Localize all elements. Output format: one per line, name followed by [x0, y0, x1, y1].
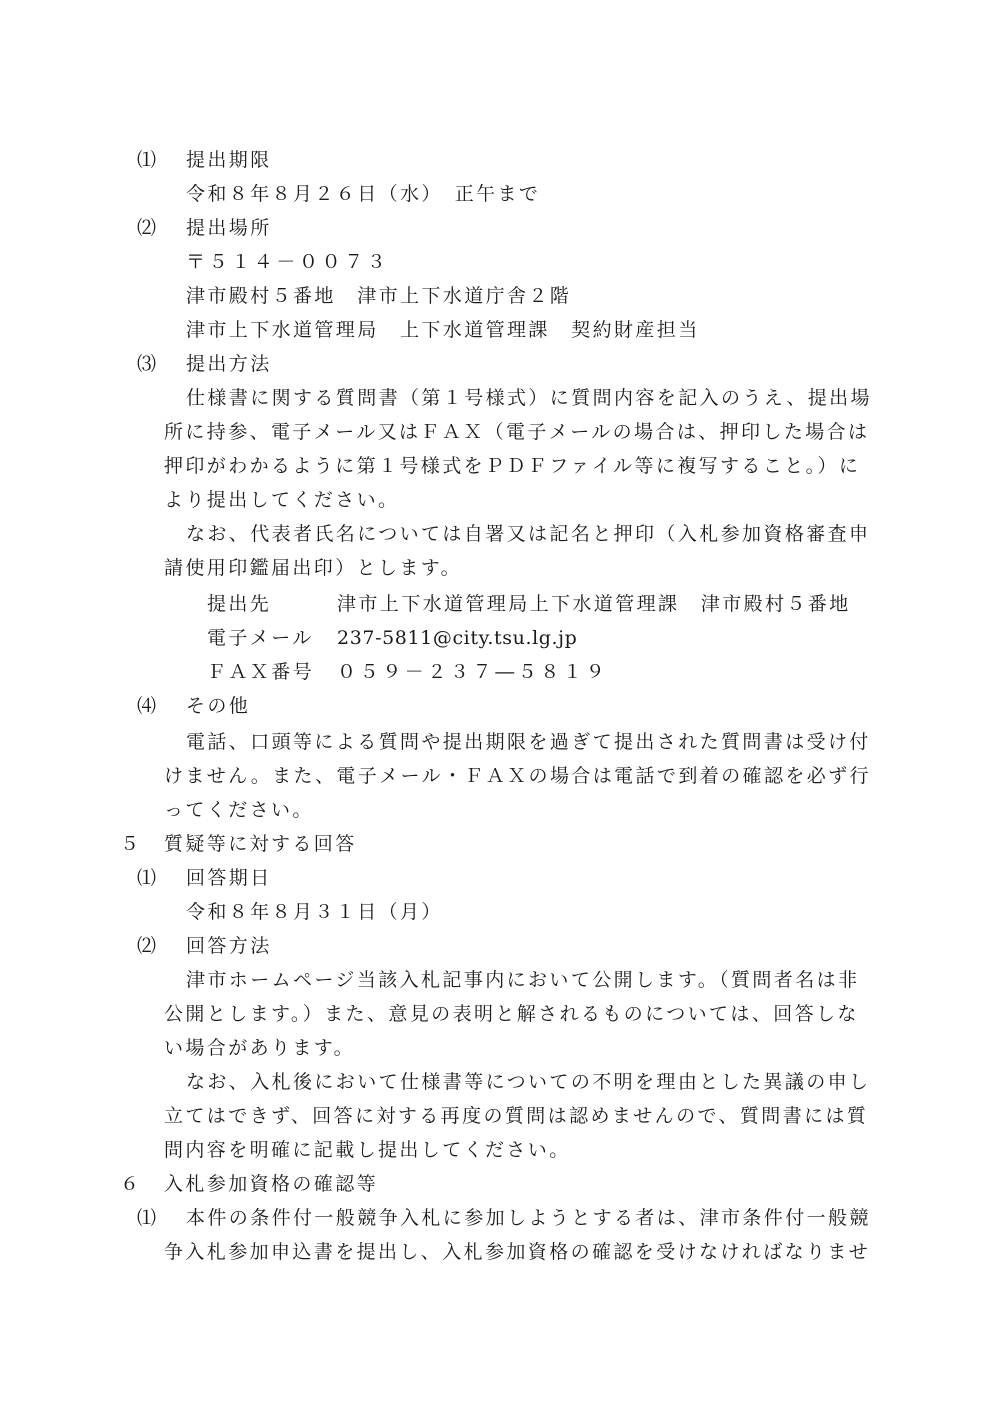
section-title: 入札参加資格の確認等 — [164, 1173, 379, 1195]
paragraph-line: 争入札参加申込書を提出し、入札参加資格の確認を受けなければなりませ — [164, 1241, 871, 1263]
item-heading-answer-method: 回答方法 — [186, 935, 272, 957]
section-number: ５ — [120, 833, 140, 855]
paragraph-line: 本件の条件付一般競争入札に参加しようとする者は、津市条件付一般競 — [186, 1207, 871, 1229]
paragraph-line: けません。また、電子メール・ＦＡＸの場合は電話で到着の確認を必ず行 — [164, 765, 871, 787]
item-number: ⑷ — [137, 695, 157, 717]
paragraph-line: 公開とします。）また、意見の表明と解されるものについては、回答しな — [164, 1003, 859, 1025]
contact-label-destination: 提出先 — [207, 593, 272, 615]
item-heading-method: 提出方法 — [186, 353, 272, 375]
paragraph-line: い場合があります。 — [164, 1037, 356, 1059]
paragraph-line: 請使用印鑑届出印）とします。 — [164, 557, 463, 579]
paragraph-line: 所に持参、電子メール又はＦＡＸ（電子メールの場合は、押印した場合は — [164, 421, 870, 443]
office-line: 津市上下水道管理局 上下水道管理課 契約財産担当 — [186, 319, 700, 341]
paragraph-line: 津市ホームページ当該入札記事内において公開します。（質問者名は非 — [186, 969, 860, 991]
item-heading-other: その他 — [186, 695, 251, 717]
section-title: 質疑等に対する回答 — [164, 833, 357, 855]
deadline-text: 令和８年８月２６日（水） 正午まで — [186, 183, 541, 205]
paragraph-line: 問内容を明確に記載し提出してください。 — [164, 1139, 571, 1161]
answer-date-text: 令和８年８月３１日（月） — [186, 901, 443, 923]
item-number: ⑶ — [137, 353, 157, 375]
paragraph-line: 電話、口頭等による質問や提出期限を過ぎて提出された質問書は受け付 — [186, 731, 871, 753]
contact-value-destination: 津市上下水道管理局上下水道管理課 津市殿村５番地 — [337, 593, 851, 615]
paragraph-line: 仕様書に関する質問書（第１号様式）に質問内容を記入のうえ、提出場 — [186, 387, 872, 409]
postal-code: 〒５１４－００７３ — [186, 251, 390, 273]
section-number: ６ — [120, 1173, 140, 1195]
paragraph-line: なお、入札後において仕様書等についての不明を理由とした異議の申し — [186, 1071, 871, 1093]
contact-label-fax: ＦＡＸ番号 — [207, 661, 315, 683]
item-number: ⑴ — [137, 1207, 157, 1229]
item-heading-place: 提出場所 — [186, 217, 272, 239]
paragraph-line: 立てはできず、回答に対する再度の質問は認めませんので、質問書には質 — [164, 1105, 869, 1127]
paragraph-line: ってください。 — [164, 799, 314, 821]
paragraph-line: より提出してください。 — [164, 489, 400, 511]
address-line: 津市殿村５番地 津市上下水道庁舎２階 — [186, 285, 572, 307]
item-number: ⑴ — [137, 867, 157, 889]
contact-value-fax: ０５９－２３７―５８１９ — [337, 661, 609, 683]
item-heading-deadline: 提出期限 — [186, 149, 272, 171]
contact-value-email: 237-5811@city.tsu.lg.jp — [337, 627, 578, 649]
paragraph-line: なお、代表者氏名については自署又は記名と押印（入札参加資格審査申 — [186, 523, 871, 545]
paragraph-line: 押印がわかるように第１号様式をＰＤＦファイル等に複写すること。）に — [164, 455, 861, 477]
contact-label-email: 電子メール — [207, 627, 314, 649]
item-heading-answer-date: 回答期日 — [186, 867, 272, 889]
item-number: ⑴ — [137, 149, 157, 171]
item-number: ⑵ — [137, 935, 157, 957]
item-number: ⑵ — [137, 217, 157, 239]
